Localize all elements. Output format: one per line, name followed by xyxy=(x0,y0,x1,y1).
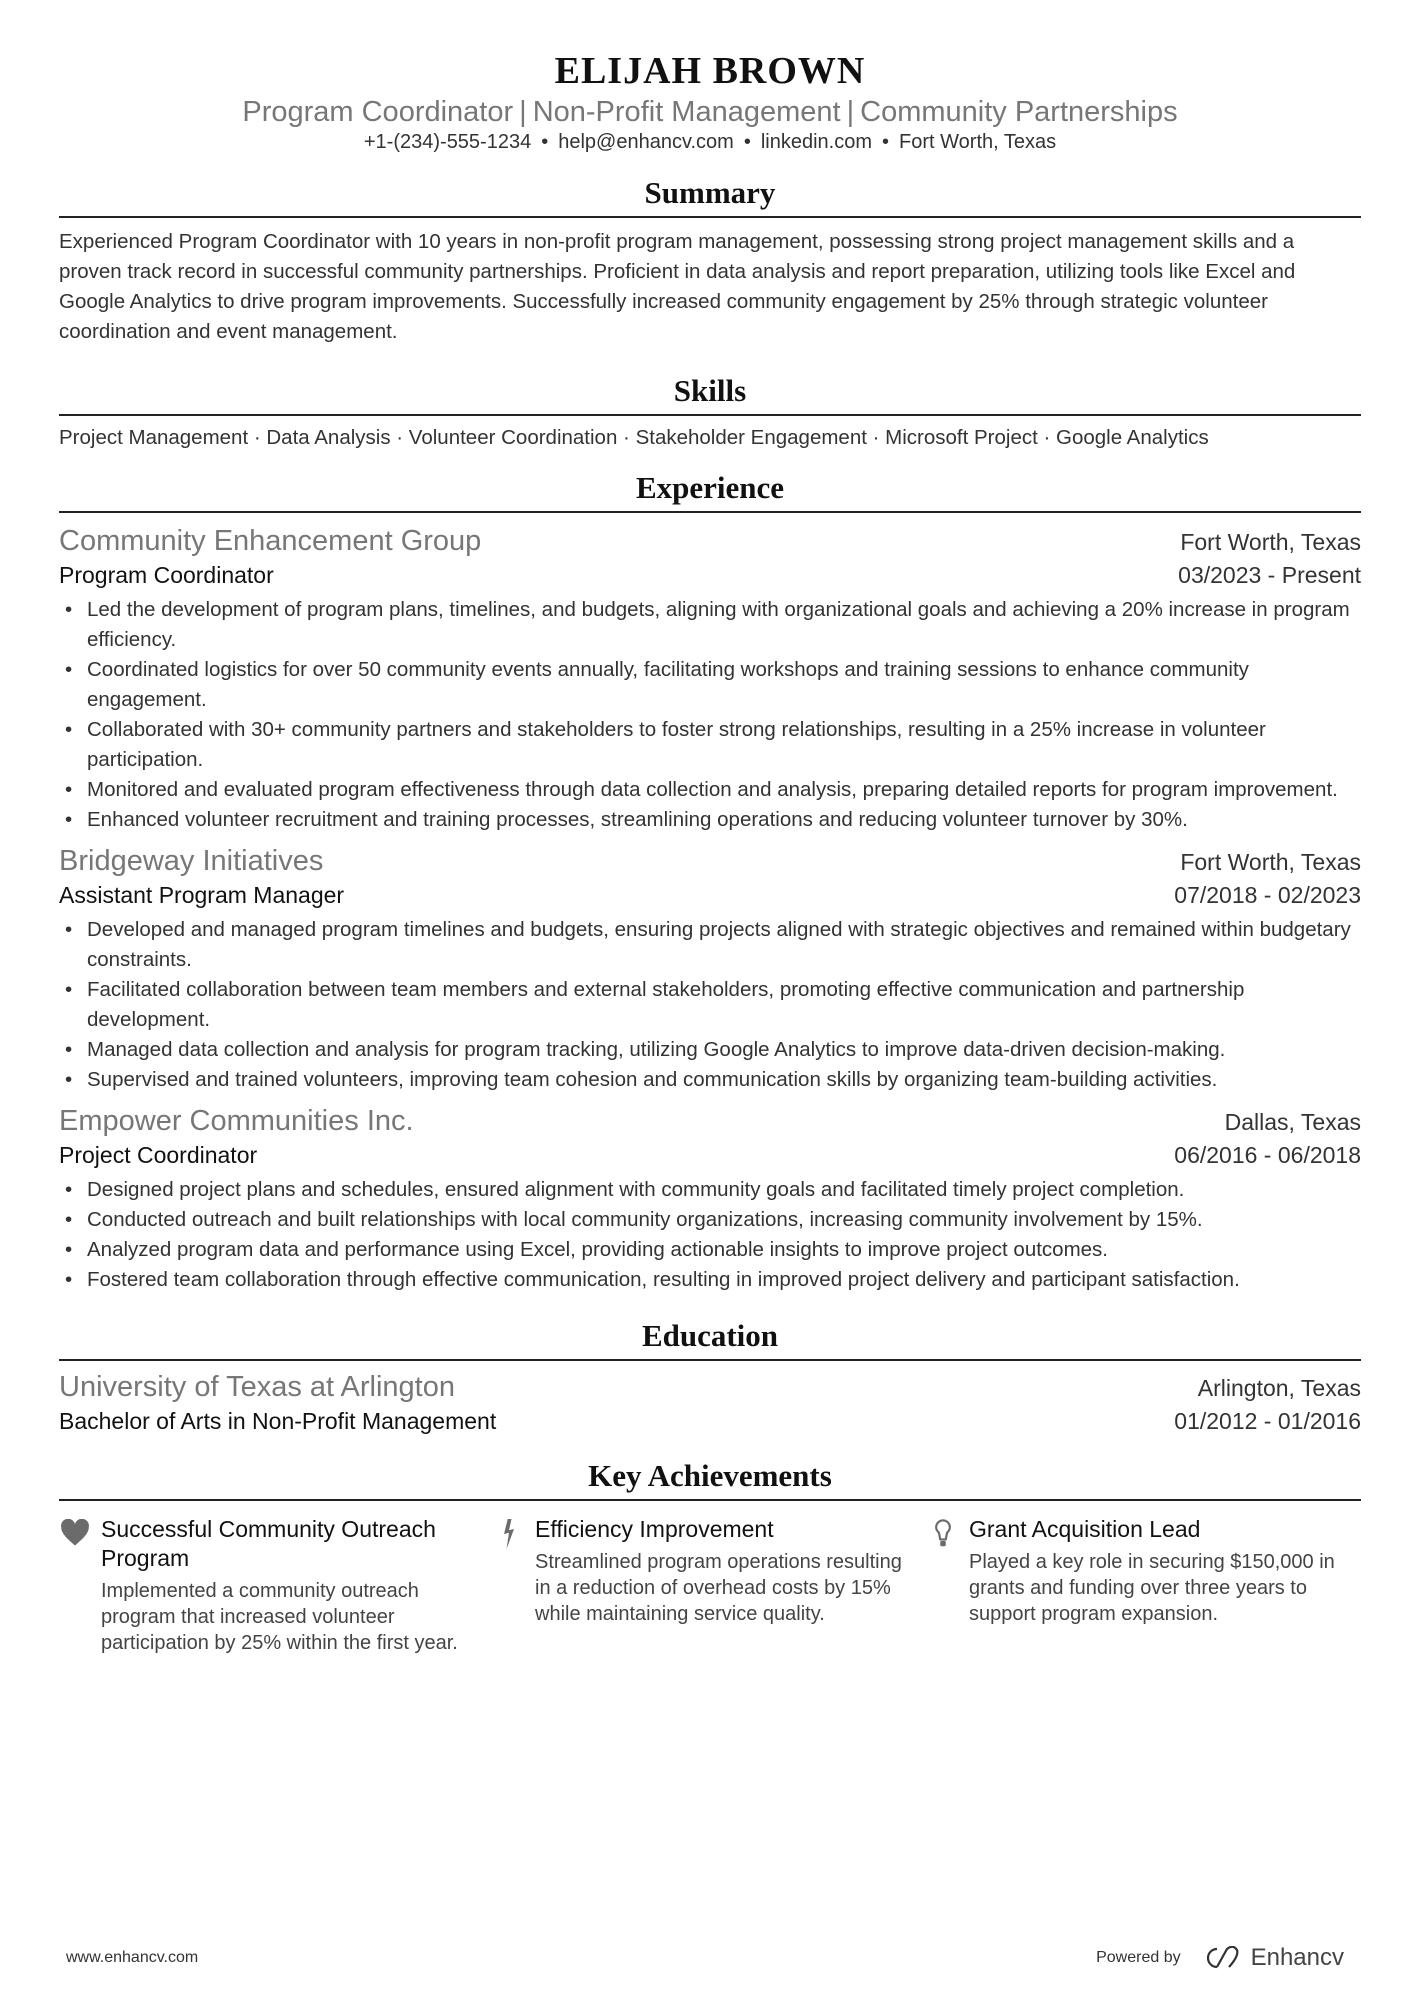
job-bullet: • Managed data collection and analysis for program tracking, utilizing Google Analytics to improve data-driven decision-making. xyxy=(59,1035,1361,1065)
headline-title: Community Partnerships xyxy=(860,96,1178,128)
footer xyxy=(66,1944,1344,1972)
summary-heading: Summary xyxy=(59,174,1361,218)
job-bullet: • Developed and managed program timelines and budgets, ensuring projects aligned with strategic objectives and remained within budgetary constraints. xyxy=(59,915,1361,975)
job-title: Project Coordinator xyxy=(59,1142,258,1168)
job-bullet: • Collaborated with 30+ community partners and stakeholders to foster strong relationships, resulting in a 25% increase in volunteer participation. xyxy=(59,715,1361,775)
contact-info: +1-(234)-555-1234 • help@enhancv.com • linkedin.com • Fort Worth, Texas xyxy=(363,131,1057,153)
achievement-item xyxy=(927,1515,1361,1656)
headline-title: Program Coordinator xyxy=(242,96,514,128)
bolt-icon xyxy=(493,1515,525,1656)
job-dates: 06/2016 - 06/2018 xyxy=(1174,1142,1361,1168)
powered-by-label: Powered by xyxy=(1096,1949,1181,1966)
job-bullet: • Fostered team collaboration through effective communication, resulting in improved project delivery and participant satisfaction. xyxy=(59,1265,1361,1295)
skills-list: Project Management · Data Analysis · Volunteer Coordination · Stakeholder Engagement · Microsoft Project · Google Analytics xyxy=(59,426,1209,449)
job-bullet: • Led the development of program plans, timelines, and budgets, aligning with organizational goals and achieving a 20% increase in program efficiency. xyxy=(59,595,1361,655)
school-location: Arlington, Texas xyxy=(1197,1375,1361,1401)
education-entry xyxy=(59,1369,1361,1437)
job-bullets xyxy=(59,915,1361,1095)
email-link[interactable]: help@enhancv.com xyxy=(558,131,734,153)
lightbulb-icon xyxy=(927,1515,959,1656)
education-heading: Education xyxy=(59,1317,1361,1361)
job-bullet: • Facilitated collaboration between team members and external stakeholders, promoting effective communication and partnership development. xyxy=(59,975,1361,1035)
job-bullet: • Conducted outreach and built relationships with local community organizations, increasing community involvement by 15%. xyxy=(59,1205,1361,1235)
school-name: University of Texas at Arlington xyxy=(59,1371,455,1403)
job-dates: 03/2023 - Present xyxy=(1178,562,1361,588)
job-bullet: • Designed project plans and schedules, ensured alignment with community goals and facilitated timely project completion. xyxy=(59,1175,1361,1205)
location: Fort Worth, Texas xyxy=(899,131,1057,153)
enhancv-logo-icon xyxy=(1203,1946,1243,1970)
achievements-heading: Key Achievements xyxy=(59,1457,1361,1501)
company-name: Bridgeway Initiatives xyxy=(59,845,324,877)
experience-heading: Experience xyxy=(59,469,1361,513)
experience-list xyxy=(59,523,1361,1295)
job-entry xyxy=(59,1103,1361,1295)
summary-text: Experienced Program Coordinator with 10 years in non-profit program management, possessing strong project management skills and a proven track record in successful community partnerships. Proficient in data analysis and report preparation, utilizing tools like Excel and Google Analytics to drive program improvements. Successfully increased community engagement by 25% through strategic volunteer coordination and event management. xyxy=(59,230,1296,343)
job-title: Program Coordinator xyxy=(59,562,274,588)
job-dates: 07/2018 - 02/2023 xyxy=(1174,882,1361,908)
headline-title: Non-Profit Management xyxy=(532,96,841,128)
achievement-item xyxy=(493,1515,927,1656)
skills-heading: Skills xyxy=(59,372,1361,416)
brand-name: Enhancv xyxy=(1250,1944,1344,1971)
job-location: Fort Worth, Texas xyxy=(1180,849,1361,875)
company-name: Community Enhancement Group xyxy=(59,525,482,557)
job-bullet: • Analyzed program data and performance using Excel, providing actionable insights to improve project outcomes. xyxy=(59,1235,1361,1265)
achievement-title: Efficiency Improvement xyxy=(535,1516,774,1542)
powered-by xyxy=(1096,1944,1344,1972)
achievement-desc: Implemented a community outreach program that increased volunteer participation by 25% within the first year. xyxy=(101,1580,458,1654)
education-dates: 01/2012 - 01/2016 xyxy=(1174,1408,1361,1434)
job-entry xyxy=(59,843,1361,1095)
achievement-item xyxy=(59,1515,493,1656)
degree: Bachelor of Arts in Non-Profit Management xyxy=(59,1408,497,1434)
achievement-title: Grant Acquisition Lead xyxy=(969,1516,1201,1542)
headline: Program Coordinator | Non-Profit Management | Community Partnerships xyxy=(242,96,1178,128)
job-bullet: • Enhanced volunteer recruitment and training processes, streamlining operations and reducing volunteer turnover by 30%. xyxy=(59,805,1361,835)
phone: +1-(234)-555-1234 xyxy=(363,131,532,153)
candidate-name: ELIJAH BROWN xyxy=(554,50,866,92)
linkedin-link[interactable]: linkedin.com xyxy=(760,131,873,153)
resume xyxy=(59,0,1361,1656)
job-entry xyxy=(59,523,1361,835)
achievement-desc: Played a key role in securing $150,000 in grants and funding over three years to support program expansion. xyxy=(969,1551,1335,1625)
enhancv-logo[interactable] xyxy=(1203,1944,1344,1972)
company-name: Empower Communities Inc. xyxy=(59,1105,414,1137)
job-bullets xyxy=(59,1175,1361,1295)
job-location: Dallas, Texas xyxy=(1224,1109,1361,1135)
website-link[interactable]: www.enhancv.com xyxy=(66,1949,199,1966)
job-location: Fort Worth, Texas xyxy=(1180,529,1361,555)
achievements-list xyxy=(59,1515,1361,1656)
job-bullets xyxy=(59,595,1361,835)
job-bullet: • Monitored and evaluated program effectiveness through data collection and analysis, preparing detailed reports for program improvement. xyxy=(59,775,1361,805)
achievement-title: Successful Community Outreach Program xyxy=(101,1516,436,1571)
job-bullet: • Coordinated logistics for over 50 community events annually, facilitating workshops and training sessions to enhance community engagement. xyxy=(59,655,1361,715)
job-title: Assistant Program Manager xyxy=(59,882,345,908)
achievement-desc: Streamlined program operations resulting in a reduction of overhead costs by 15% while maintaining service quality. xyxy=(535,1551,902,1625)
heart-icon xyxy=(59,1515,91,1656)
job-bullet: • Supervised and trained volunteers, improving team cohesion and communication skills by organizing team-building activities. xyxy=(59,1065,1361,1095)
